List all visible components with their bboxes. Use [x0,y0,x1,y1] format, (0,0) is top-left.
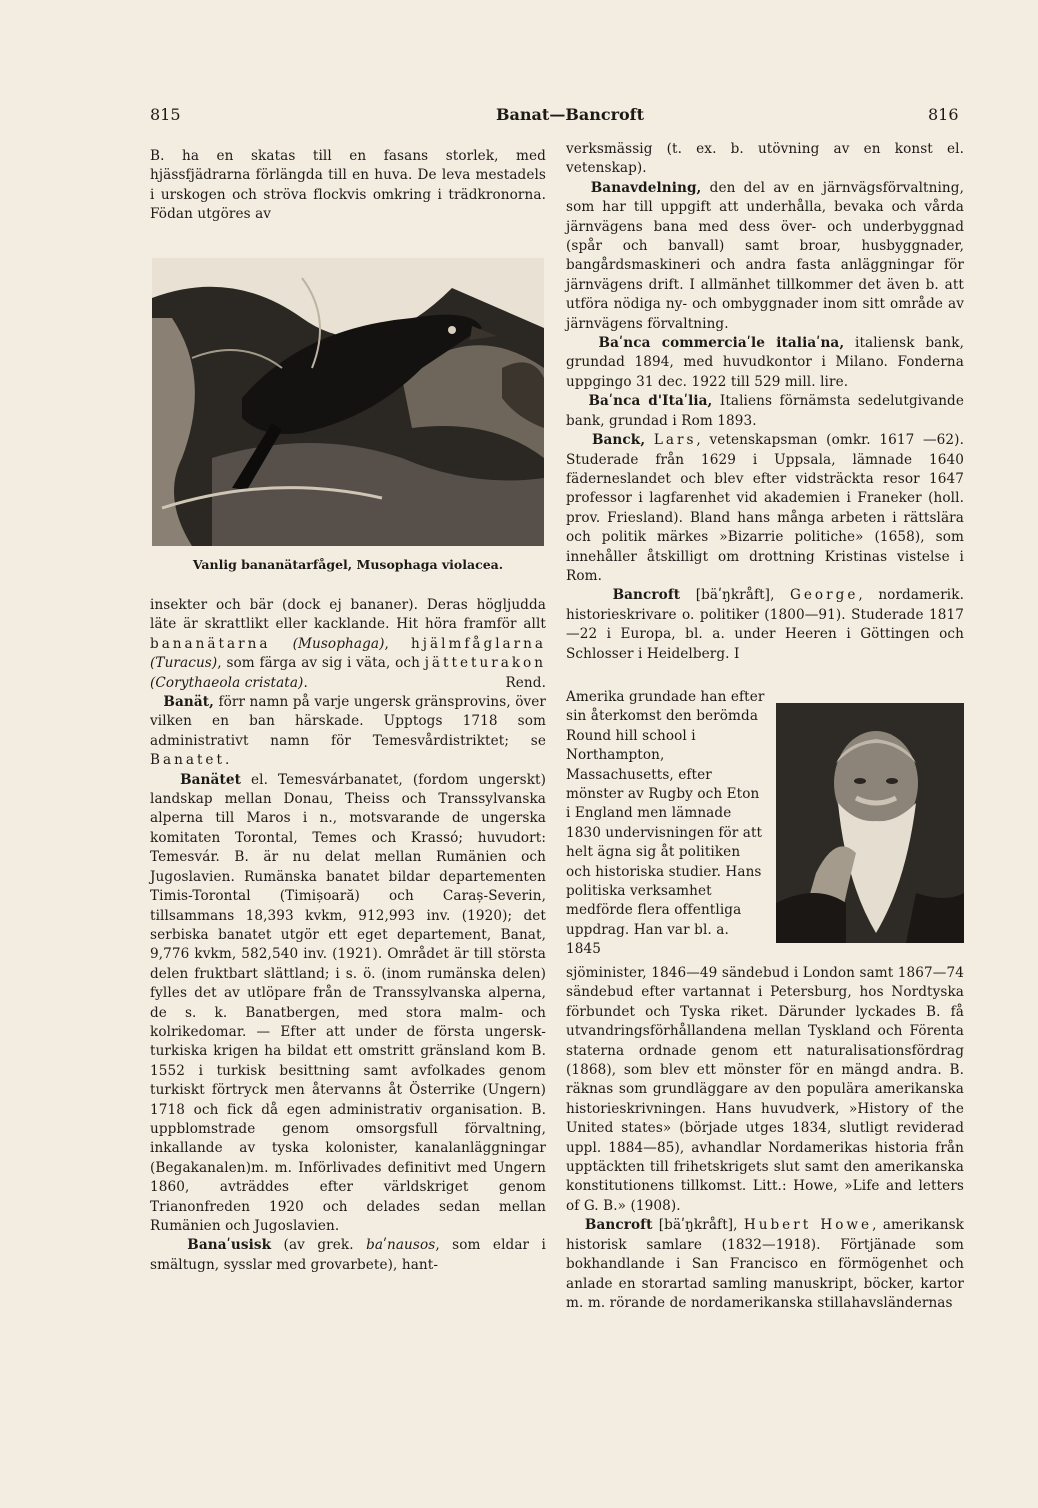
entry-banavdelning [566,179,964,334]
entry-headword: Banaʹusisk [187,1237,272,1254]
latin-name: (Musophaga) [292,635,385,652]
person-name: George [790,587,859,604]
term-jatteturakon: jätteturakon [424,655,546,672]
entry-text: sjöminister, 1846—49 sändebud i London samt 1867—74 sändebud efter vartannat i Petersburg, hos Nordtyska förbundet och Tyska riket. Därunder lyckades B. få utvandringsförhållandena mellan Tyskland och Förenta staterna ordnade genom ett naturalisationsfördrag (1868), som blev ett mönster för en mängd andra. B. räknas som grundläggare av den populära amerikanska historieskrivningen. Hans huvudverk, »History of the United states» (började utges 1834, slutligt reviderad uppl. 1884—85), avhandlar Nordamerikas historia från upptäckten till frihetskrigets slut samt den amerikanska konstitutionens tillkomst. Litt.: Howe, »Life and letters of G. B.» (1908). [566,965,964,1214]
greek-word: baʹnausos [366,1237,436,1254]
entry-banat: Banät, förr namn på varje ungersk gränsprovins, över vilken en ban härskade. Upptogs 1718 som administrativt namn för Temesvårdistriktet; se Banatet. [150,694,546,769]
entry-text: , nordamerik. historieskrivare o. politiker (1800—91). Studerade 1817—22 i Europa, bl. a. under Heeren i Göttingen och Schlosser i Heidelberg. I [566,587,964,662]
paragraph-insects: insekter och bär (dock ej bananer). Deras högljudda läte är skrattlikt eller kacklande. Hit höra framför allt bananätarna (Musophaga), hjälmfåglarna (Turacus), som färga av sig i väta, och jätteturakon (Corythaeola cristata). Rend. [150,596,546,693]
left-column-intro [150,147,546,225]
entry-headword: Bancroft [584,1217,653,1234]
entry-text: italiensk bank, grundad 1894, med huvudkontor i Milano. Fonderna uppgingo 31 dec. 1922 till 529 mill. lire. [566,335,964,390]
person-name: Hubert Howe [743,1217,873,1234]
entry-banca-commerciale [566,334,964,392]
right-column-top [566,140,964,664]
entry-text: den del av en järnvägsförvaltning, som har till uppgift att underhålla, bevaka och vårda järnvägens bana med dess över- och underbyggnad (spår och banvall) samt broar, husbyggnader, bangårdsmaskineri och andra fasta anläggningar för järnvägens drift. I allmänhet tillkommer det även b. att utföra nödiga ny- och ombyggnader inom sitt område av järnvägens förvaltning. [566,179,964,332]
continuation-text: verksmässig (t. ex. b. utövning av en konst el. vetenskap). [566,141,964,177]
text-beside-portrait [566,688,766,960]
entry-headword: Bancroft [612,587,681,604]
entry-headword: Baʹnca commerciaʹle italiaʹna, [598,335,845,352]
entry-headword: Banätet [180,771,241,788]
entry-banausisk [150,1236,546,1275]
author-signature: Rend. [505,674,546,691]
right-column-bottom [566,964,964,1313]
entry-headword: Banät, [163,694,214,711]
pronunciation: [bäʹŋkråft], [680,587,791,604]
bird-illustration [152,258,544,546]
page-number-right: 816 [928,105,959,124]
entry-banca-italia [566,392,964,431]
entry-bancroft-george [566,586,964,664]
entry-text: el. Temesvárbanatet, (fordom ungerskt) landskap mellan Donau, Theiss och Transsylvanska alperna till Maros i n., motsvarande de ungerska komitaten Torontal, Temes och Krassó; huvudort: Temesvár. B. är nu delat mellan Rumänien och Jugoslavien. Rumänska banatet bildar departementen Timis-Torontal (Timișoară) och Caraș-Severin, tillsammans 18,393 kvkm, 912,993 inv. (1920); det serbiska banatet utgör ett eget departement, Banat, 9,776 kvkm, 582,540 inv. (1921). Området är till största delen fruktbart slättland; i s. ö. (inom rumänska delen) fylles det av utlöpare från de Transsylvanska alperna, de s. k. Banatbergen, med stora malm- och kolrikedomar. — Efter att under de första ungersk-turkiska krigen ha bildat ett omstritt gränsland kom B. 1552 i turkisk besittning samt avfolkades genom turkiskt förtryck men återvanns åt Österrike (Ungern) 1718 och fick då egen administrativ organisation. B. uppblomstrade genom omsorgsfull förvaltning, inkallande av tyska kolonister, kanalanläggningar (Begakanalen)m. m. Införlivades definitivt med Ungern 1860, avträddes efter världskriget genom Trianonfreden 1920 och delades sedan mellan Rumänien och Jugoslavien. [150,771,546,1234]
entry-text: förr namn på varje ungersk gränsprovins, över vilken en ban härskade. Upptogs 1718 som administrativt namn för Temesvårdistriktet; se [150,694,546,749]
entry-headword: Banck, [591,432,646,449]
entry-text: Amerika grundade han efter sin återkomst den berömda Round hill school i Northampton, Massachusetts, efter mönster av Rugby och Eton i England men lämnade 1830 undervisningen för att helt ägna sig åt politiken och historiska studier. Hans politiska verksamhet medförde flera offentliga uppdrag. Han var bl. a. 1845 [566,689,765,958]
intro-text: B. ha en skatas till en fasans storlek, med hjässfjädrarna förlängda till en huva. De leva mestadels i urskogen och ströva flockvis omkring i trädkronorna. Födan utgöres av [150,148,546,223]
entry-bancroft-hubert [566,1216,964,1313]
latin-name: (Corythaeola cristata) [150,674,304,691]
entry-text: (av grek. [271,1237,367,1254]
left-column-body [150,596,546,1275]
cross-reference: Banatet [150,752,225,769]
entry-text: , som eldar i smältugn, sysslar med grovarbete), hant- [150,1237,546,1273]
term-bananatarna: bananätarna [150,635,271,652]
entry-text: Italiens förnämsta sedelutgivande bank, grundad i Rom 1893. [566,393,965,429]
running-title: Banat—Bancroft [496,105,644,124]
entry-text: , vetenskapsman (omkr. 1617 —62). Studerade från 1629 i Uppsala, lämnade 1640 fäderneslandet och blev efter vidsträckta resor 1647 professor i lagfarenhet vid akademien i Franeker (holl. prov. Friesland). Bland hans många arbeten i rättslära och politik märkes »Bizarrie politiche» (1658), som innehåller åtskilligt om drottning Kristinas vistelse i Rom. [566,432,965,584]
person-name: Lars [653,432,697,449]
entry-text: , amerikansk historisk samlare (1832—1918). Förtjänade som bokhandlande i San Francisco en förmögenhet och anlade en storartad samling manuskript, böcker, kartor m. m. rörande de nordamerikanska stillahavsländernas [566,1217,965,1311]
text: , som färga av sig i väta, och [217,655,425,672]
page-number-left: 815 [150,105,181,124]
term-hjalmfaglarna: hjälmfåglarna [411,635,547,652]
portrait-photo [776,703,964,943]
latin-name: (Turacus) [150,655,218,672]
text: insekter och bär (dock ej bananer). Deras högljudda läte är skrattlikt eller kacklande. Hit höra framför allt [150,597,546,633]
entry-headword: Banavdelning, [590,179,702,196]
entry-banck [566,431,964,586]
figure-caption: Vanlig bananätarfågel, Musophaga violacea. [192,557,504,572]
pronunciation: [bäʹŋkråft], [652,1217,744,1234]
entry-banatet [150,771,546,1237]
entry-headword: Baʹnca d'Itaʹlia, [588,393,713,410]
